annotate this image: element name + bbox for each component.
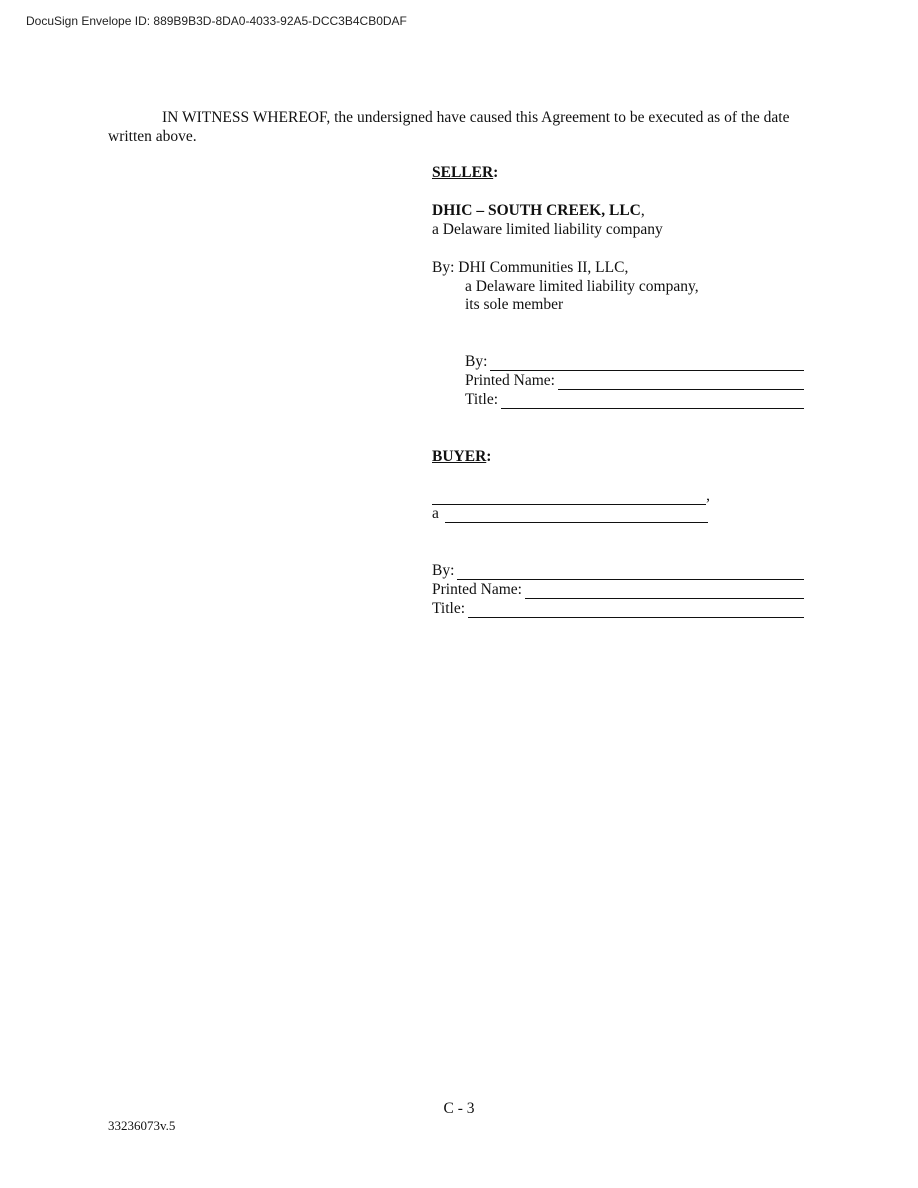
seller-company-description: a Delaware limited liability company — [432, 221, 663, 238]
seller-heading-colon: : — [493, 164, 499, 181]
buyer-printed-name-line[interactable] — [525, 584, 804, 599]
buyer-entity-line[interactable] — [445, 508, 708, 523]
buyer-signature-by-row — [432, 561, 804, 580]
buyer-signature-by-label: By: — [432, 562, 455, 579]
buyer-printed-name-label: Printed Name: — [432, 581, 522, 598]
buyer-title-label: Title: — [432, 600, 466, 617]
buyer-entity-row — [432, 504, 708, 523]
document-number: 33236073v.5 — [108, 1118, 176, 1133]
buyer-name-line[interactable] — [432, 490, 706, 505]
buyer-printed-name-row — [432, 580, 804, 599]
buyer-heading: BUYER — [432, 448, 487, 465]
buyer-heading-row — [432, 447, 491, 466]
buyer-name-row — [432, 486, 710, 505]
page-number: C - 3 — [443, 1100, 475, 1117]
buyer-signature-by-line[interactable] — [457, 565, 804, 580]
seller-by-description: a Delaware limited liability company, — [465, 278, 699, 295]
witness-text: IN WITNESS WHEREOF, the undersigned have caused this Agreement to be executed as of the date written above. — [108, 109, 790, 145]
seller-printed-name-label: Printed Name: — [465, 372, 555, 389]
seller-signature-by-label: By: — [465, 353, 488, 370]
seller-printed-name-line[interactable] — [558, 375, 804, 390]
buyer-title-row — [432, 599, 804, 618]
seller-heading-row — [432, 163, 498, 182]
seller-company-name: DHIC – SOUTH CREEK, LLC — [432, 202, 641, 219]
docusign-envelope-id: DocuSign Envelope ID: 889B9B3D-8DA0-4033-92A5-DCC3B4CB0DAF — [26, 14, 407, 28]
seller-company-name-row — [432, 201, 645, 220]
seller-printed-name-row — [465, 371, 804, 390]
buyer-title-line[interactable] — [468, 603, 804, 618]
buyer-heading-colon: : — [486, 448, 492, 465]
seller-by-role: its sole member — [465, 296, 564, 313]
seller-heading: SELLER — [432, 164, 494, 181]
seller-signature-by-line[interactable] — [490, 356, 804, 371]
seller-title-line[interactable] — [501, 394, 804, 409]
seller-signature-by-row — [465, 352, 804, 371]
buyer-name-comma: , — [706, 487, 710, 504]
seller-title-row — [465, 390, 804, 409]
witness-paragraph — [108, 108, 820, 146]
seller-company-name-suffix: , — [640, 202, 645, 219]
buyer-a-label: a — [432, 505, 439, 522]
seller-by-line: By: DHI Communities II, LLC, — [432, 259, 629, 276]
seller-title-label: Title: — [465, 391, 499, 408]
